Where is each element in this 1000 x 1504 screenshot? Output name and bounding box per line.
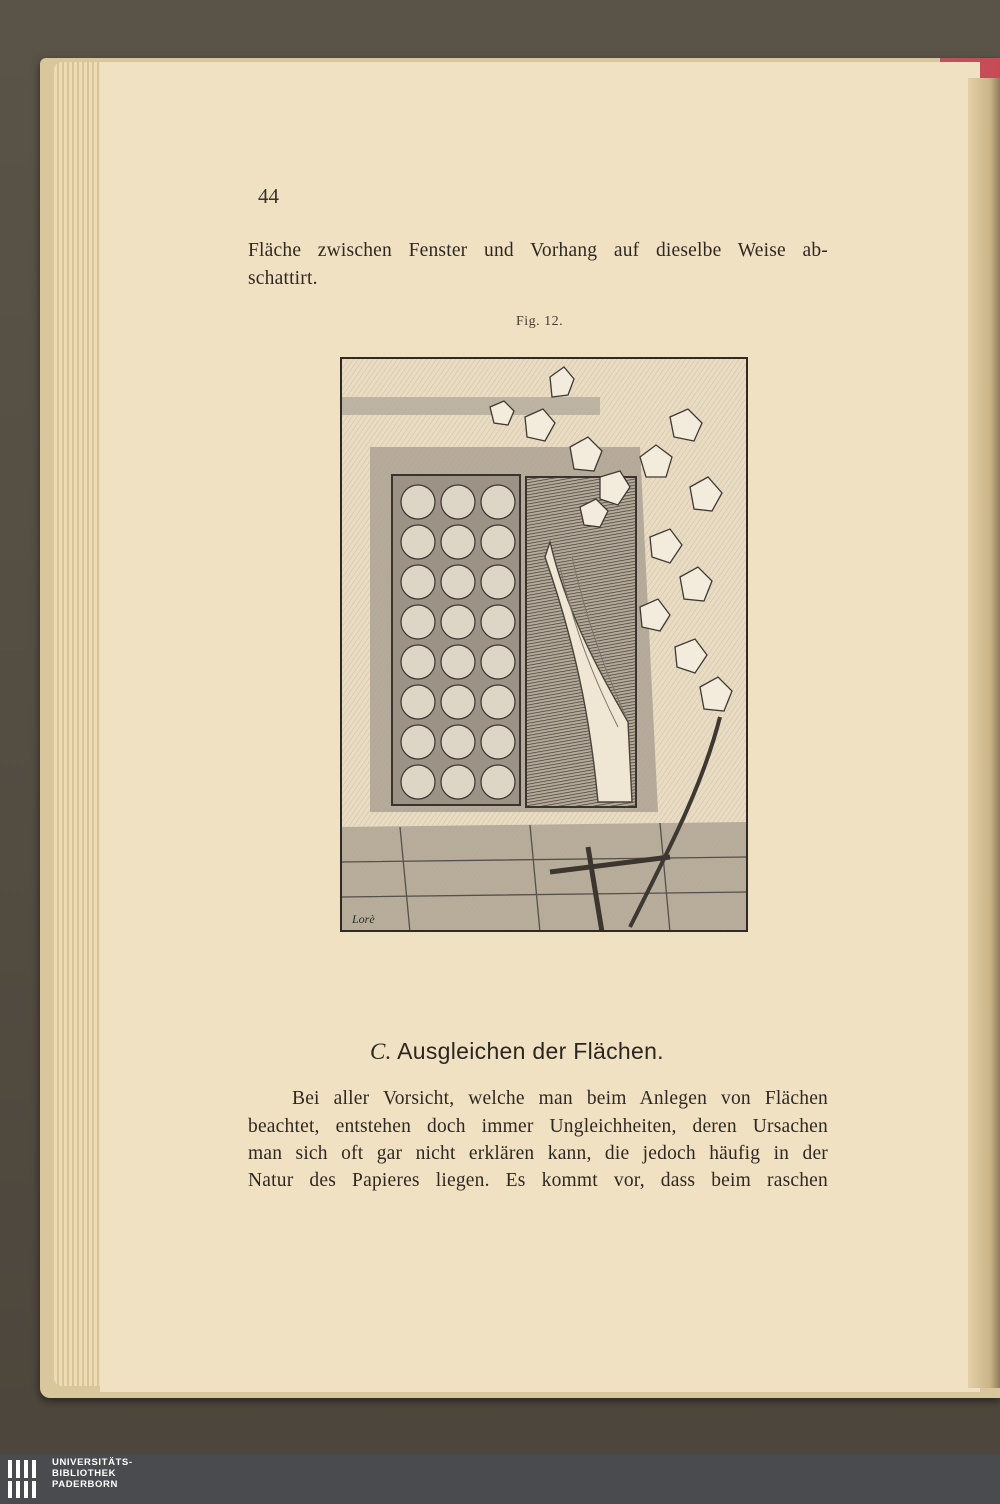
figure-window-illustration <box>340 357 748 932</box>
section-heading <box>370 1038 664 1065</box>
figure-caption: Fig. 12. <box>516 314 564 329</box>
page-edges <box>54 62 102 1386</box>
library-line: PADERBORN <box>52 1479 118 1490</box>
body-line: Natur des Papieres liegen. Es kommt vor, dass beim raschen <box>248 1170 828 1191</box>
body-line: man sich oft gar nicht erklären kann, die jedoch häufig in der <box>248 1143 828 1164</box>
library-line: UNIVERSITÄTS- <box>52 1457 133 1468</box>
section-letter: C. <box>370 1039 392 1064</box>
library-name <box>52 1457 133 1490</box>
library-line: BIBLIOTHEK <box>52 1468 117 1479</box>
intro-line: Fläche zwischen Fenster und Vorhang auf dieselbe Weise ab- <box>248 240 828 261</box>
intro-line: schattirt. <box>248 268 318 289</box>
body-line: Bei aller Vorsicht, welche man beim Anlegen von Flächen <box>292 1088 828 1109</box>
page-gutter <box>968 78 1000 1388</box>
page-number: 44 <box>258 184 279 208</box>
section-title: Ausgleichen der Flächen. <box>397 1038 664 1064</box>
body-line: beachtet, entstehen doch immer Ungleichheiten, deren Ursachen <box>248 1116 828 1137</box>
library-logo-icon <box>6 1458 44 1500</box>
footer-bar <box>0 1454 1000 1504</box>
figure-signature: Lorè <box>352 912 375 926</box>
lintel-beam <box>340 397 600 415</box>
